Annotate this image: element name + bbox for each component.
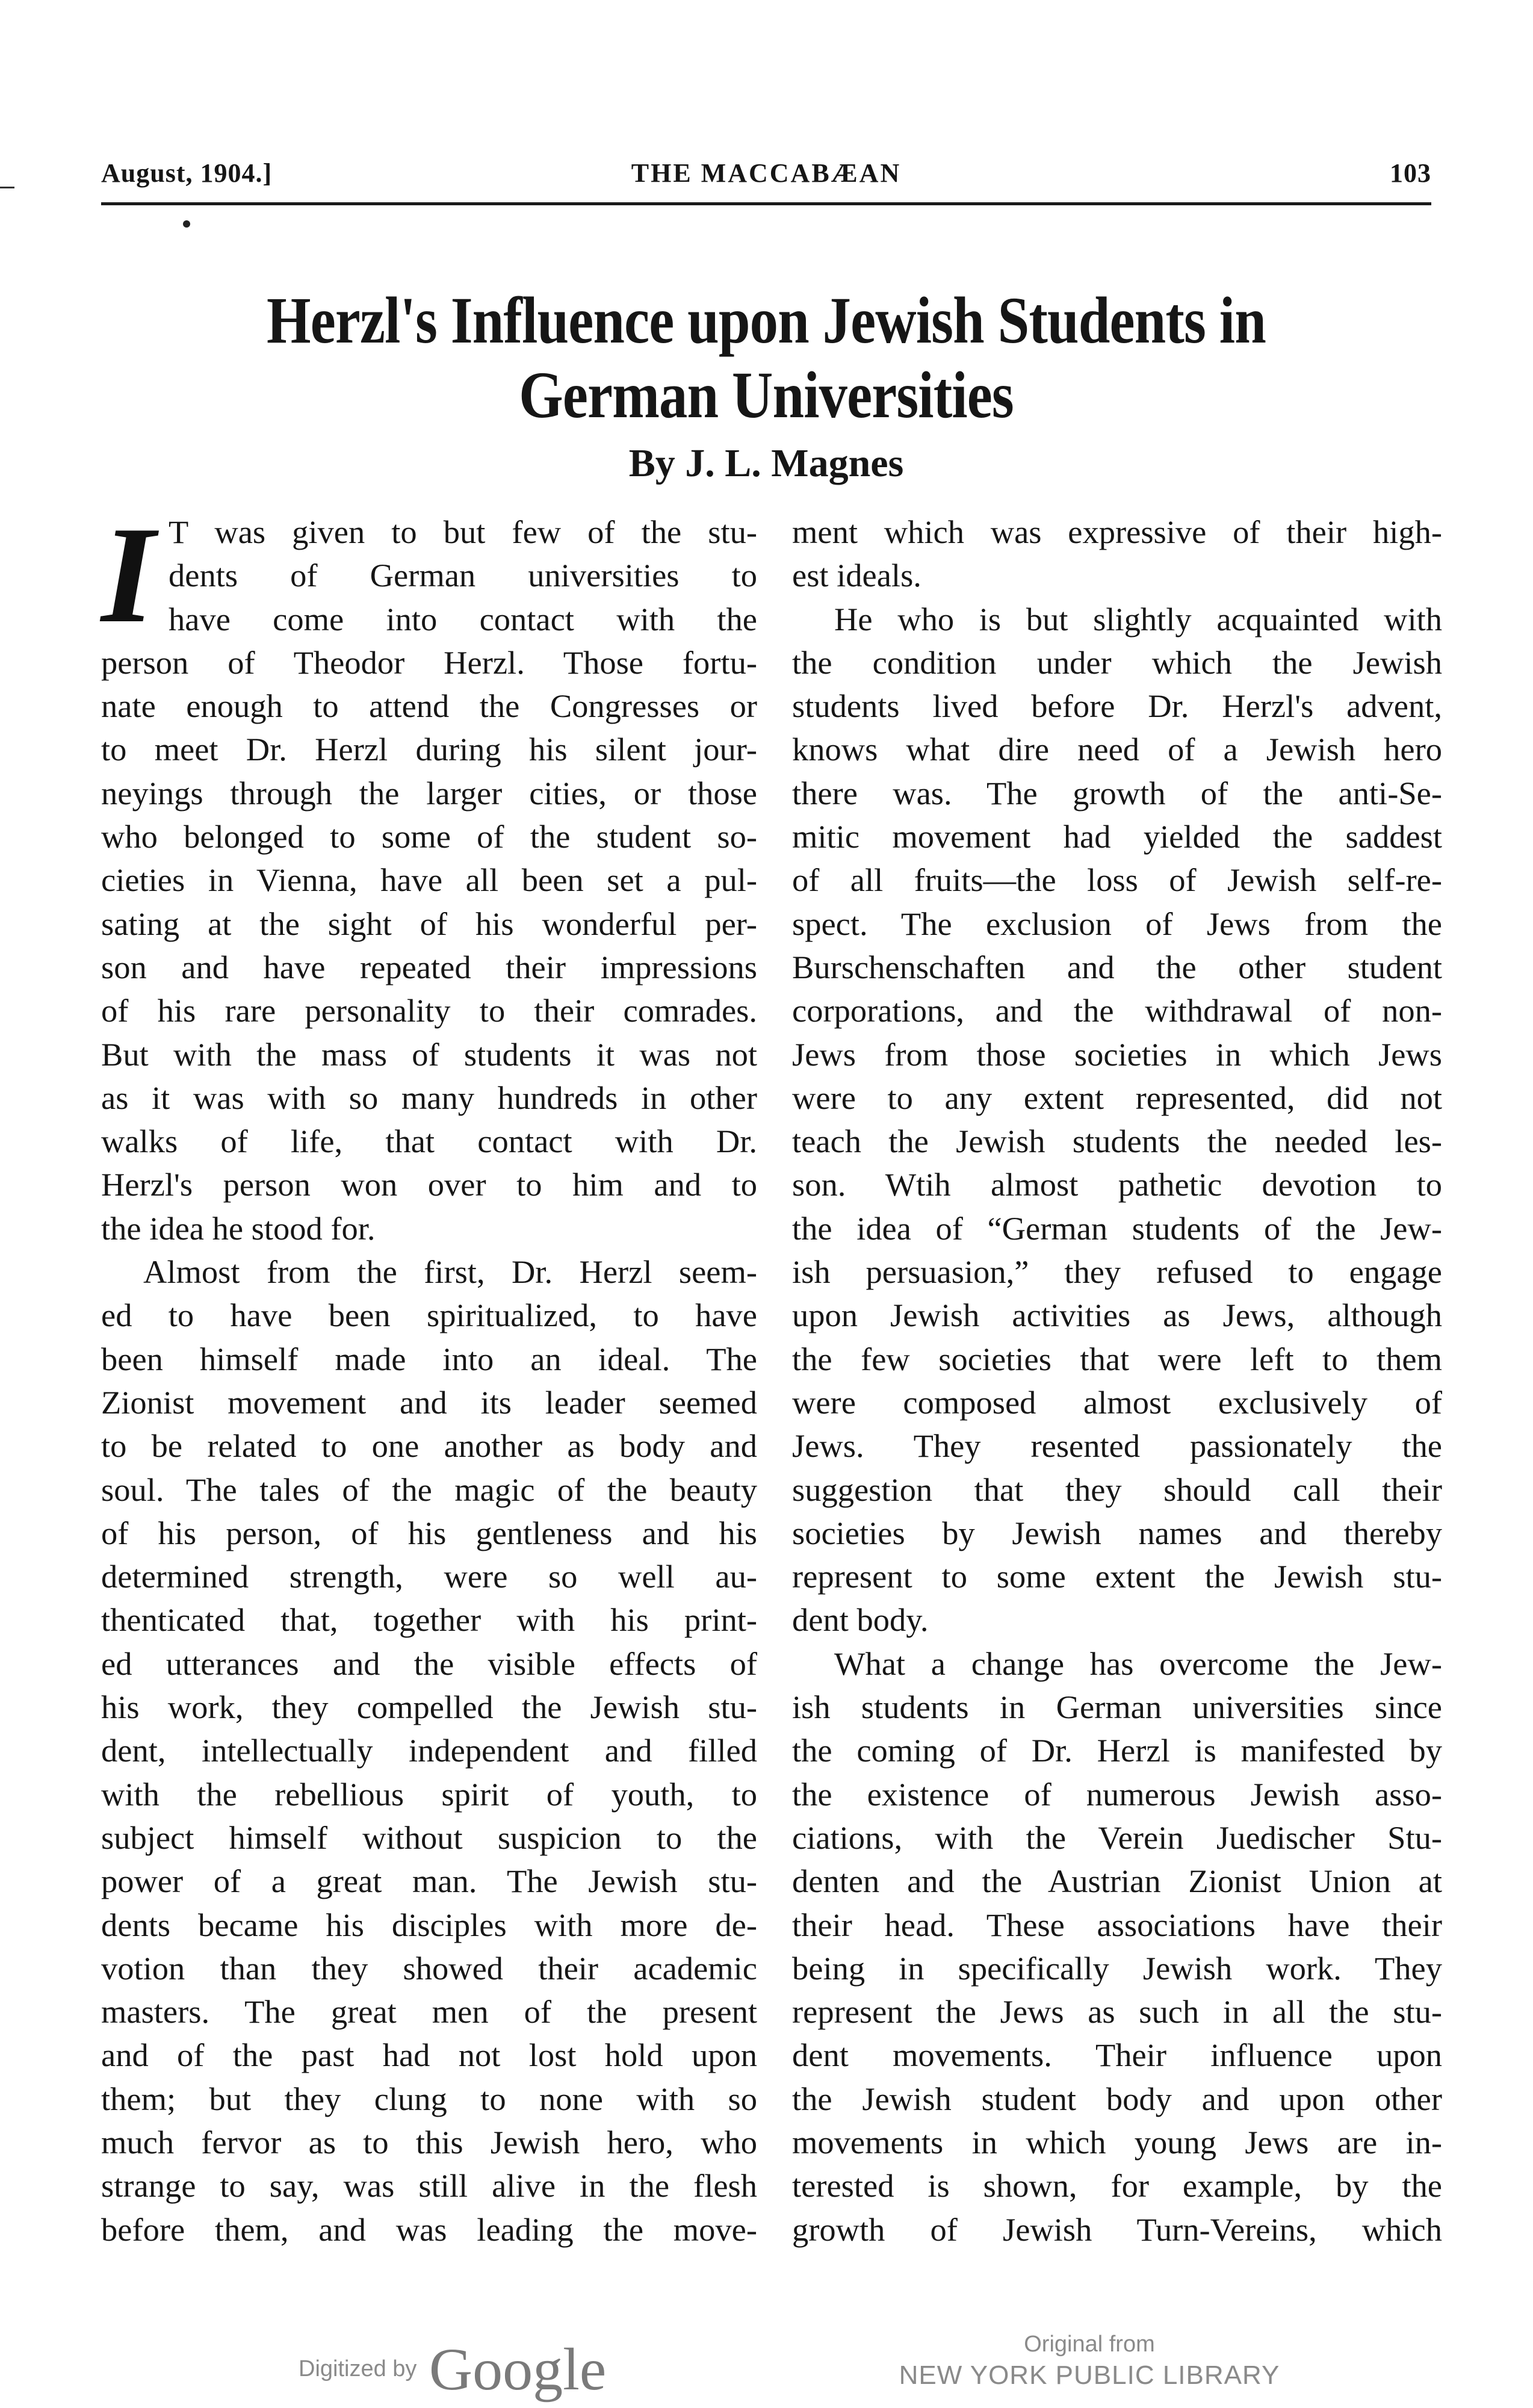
text-line: What a change has overcome the Jew- <box>834 1645 1442 1682</box>
text-line: dent, intellectually independent and filled <box>101 1732 757 1769</box>
text-line: who belonged to some of the student so- <box>101 818 757 855</box>
text-line: soul. The tales of the magic of the beauty <box>101 1471 757 1508</box>
text-line: with the rebellious spirit of youth, to <box>101 1775 757 1813</box>
text-line: were composed almost exclusively of <box>792 1383 1442 1421</box>
text-line: growth of Jewish Turn-Vereins, which <box>792 2211 1442 2248</box>
text-line: ed to have been spiritualized, to have <box>101 1297 757 1334</box>
text-line: the coming of Dr. Herzl is manifested by <box>792 1732 1442 1769</box>
text-line: to meet Dr. Herzl during his silent jour- <box>101 731 757 768</box>
text-line: teach the Jewish students the needed les- <box>792 1123 1442 1160</box>
text-line: T was given to but few of the stu- <box>169 514 757 550</box>
text-line: Jews. They resented passionately the <box>792 1427 1442 1465</box>
text-line: terested is shown, for example, by the <box>792 2167 1442 2205</box>
original-from-label: Original from <box>1024 2332 1155 2357</box>
text-line: Zionist movement and its leader seemed <box>101 1383 757 1421</box>
left-column <box>101 498 757 2251</box>
text-line: the idea of “German students of the Jew- <box>792 1209 1442 1247</box>
text-line: the few societies that were left to them <box>792 1340 1442 1377</box>
text-line: Jews from those societies in which Jews <box>792 1035 1442 1073</box>
right-column <box>792 510 1442 2251</box>
digitized-by-watermark <box>299 2335 607 2403</box>
page-number: 103 <box>1390 158 1431 188</box>
text-line: societies by Jewish names and thereby <box>792 1514 1442 1551</box>
text-line: there was. The growth of the anti-Se- <box>792 774 1442 811</box>
text-line: neyings through the larger cities, or those <box>101 774 757 811</box>
title-line-1: Herzl's Influence upon Jewish Students in <box>267 284 1266 357</box>
text-line: masters. The great men of the present <box>101 1993 757 2031</box>
text-line: students lived before Dr. Herzl's advent, <box>792 687 1442 725</box>
text-line: dents became his disciples with more de- <box>101 1906 757 1943</box>
library-name: NEW YORK PUBLIC LIBRARY <box>899 2360 1280 2390</box>
text-line: person of Theodor Herzl. Those fortu- <box>101 644 757 681</box>
text-line: son. Wtih almost pathetic devotion to <box>792 1166 1442 1203</box>
text-line: ed utterances and the visible effects of <box>101 1645 757 1682</box>
text-line: the condition under which the Jewish <box>792 644 1442 681</box>
text-line: them; but they clung to none with so <box>101 2080 757 2117</box>
text-line: of all fruits—the loss of Jewish self-re- <box>792 861 1442 899</box>
drop-cap: I <box>101 498 155 651</box>
text-line: ish students in German universities since <box>792 1689 1442 1726</box>
text-line: dent movements. Their influence upon <box>792 2037 1442 2074</box>
text-line: and of the past had not lost hold upon <box>101 2037 757 2074</box>
publication-name: THE MACCABÆAN <box>631 158 902 188</box>
article-title <box>194 283 1339 432</box>
text-line: to be related to one another as body and <box>101 1427 757 1465</box>
text-line: as it was with so many hundreds in other <box>101 1079 757 1116</box>
text-line: represent to some extent the Jewish stu- <box>792 1558 1442 1595</box>
gutter-rule <box>0 187 14 188</box>
text-line: walks of life, that contact with Dr. <box>101 1123 757 1160</box>
text-line: Burschenschaften and the other student <box>792 948 1442 985</box>
text-line: been himself made into an ideal. The <box>101 1340 757 1377</box>
text-line: son and have repeated their impressions <box>101 948 757 985</box>
google-logo: Google <box>429 2336 607 2403</box>
running-head <box>101 158 1431 200</box>
text-line: dent body. <box>792 1601 929 1639</box>
text-line: suggestion that they should call their <box>792 1471 1442 1508</box>
text-line: mitic movement had yielded the saddest <box>792 818 1442 855</box>
text-line: were to any extent represented, did not <box>792 1079 1442 1116</box>
text-line: strange to say, was still alive in the flesh <box>101 2167 757 2205</box>
text-line: of his person, of his gentleness and his <box>101 1514 757 1551</box>
text-line: the idea he stood for. <box>101 1209 376 1247</box>
text-line: est ideals. <box>792 557 921 594</box>
issue-date: August, 1904.] <box>101 158 273 188</box>
text-line: determined strength, were so well au- <box>101 1558 757 1595</box>
text-line: ciations, with the Verein Juedischer Stu- <box>792 1819 1442 1856</box>
text-line: ish persuasion,” they refused to engage <box>792 1253 1442 1291</box>
header-rule <box>101 202 1431 205</box>
text-line: their head. These associations have their <box>792 1906 1442 1943</box>
digitized-by-label: Digitized by <box>299 2356 417 2382</box>
text-line: movements in which young Jews are in- <box>792 2123 1442 2161</box>
text-line: corporations, and the withdrawal of non- <box>792 992 1442 1029</box>
text-line: thenticated that, together with his print- <box>101 1601 757 1639</box>
text-line: nate enough to attend the Congresses or <box>101 687 757 725</box>
text-line: Herzl's person won over to him and to <box>101 1166 757 1203</box>
ink-dot <box>183 220 190 228</box>
text-line: But with the mass of students it was not <box>101 1035 757 1073</box>
text-line: He who is but slightly acquainted with <box>834 600 1442 638</box>
title-line-2: German Universities <box>519 358 1014 432</box>
text-line: before them, and was leading the move- <box>101 2211 757 2248</box>
text-line: subject himself without suspicion to the <box>101 1819 757 1856</box>
text-line: ment which was expressive of their high- <box>792 514 1442 550</box>
text-line: his work, they compelled the Jewish stu- <box>101 1689 757 1726</box>
text-line: knows what dire need of a Jewish hero <box>792 731 1442 768</box>
text-line: have come into contact with the <box>169 600 757 638</box>
text-line: dents of German universities to <box>169 557 757 594</box>
text-line: of his rare personality to their comrades. <box>101 992 757 1029</box>
text-line: Almost from the first, Dr. Herzl seem- <box>143 1253 757 1291</box>
text-line: much fervor as to this Jewish hero, who <box>101 2123 757 2161</box>
text-line: cieties in Vienna, have all been set a pul- <box>101 861 757 899</box>
text-line: represent the Jews as such in all the stu- <box>792 1993 1442 2031</box>
text-line: sating at the sight of his wonderful per- <box>101 905 757 942</box>
byline: By J. L. Magnes <box>628 441 904 485</box>
text-line: upon Jewish activities as Jews, although <box>792 1297 1442 1334</box>
text-line: being in specifically Jewish work. They <box>792 1949 1442 1987</box>
text-line: power of a great man. The Jewish stu- <box>101 1863 757 1900</box>
text-line: spect. The exclusion of Jews from the <box>792 905 1442 942</box>
text-line: the existence of numerous Jewish asso- <box>792 1775 1442 1813</box>
original-source-watermark <box>891 2330 1288 2392</box>
text-line: the Jewish student body and upon other <box>792 2080 1442 2117</box>
text-line: denten and the Austrian Zionist Union at <box>792 1863 1442 1900</box>
text-line: votion than they showed their academic <box>101 1949 757 1987</box>
